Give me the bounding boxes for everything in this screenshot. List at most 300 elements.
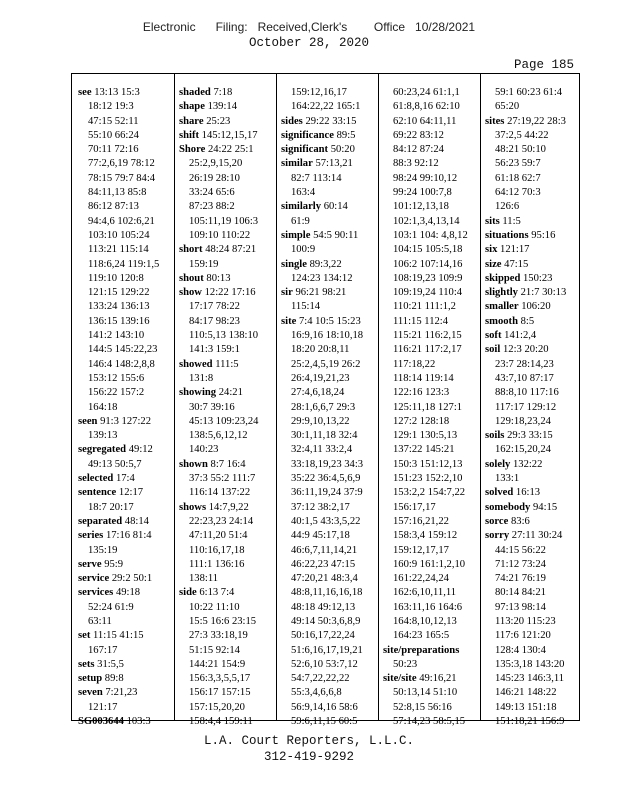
index-entry-continuation: [281, 272, 377, 286]
page-line-refs: 118:14 119:14: [393, 372, 454, 384]
index-word: solved: [485, 487, 514, 499]
page-line-refs: 110:5,13 138:10: [189, 330, 259, 342]
column-divider: [174, 74, 175, 720]
index-entry-continuation: [281, 672, 377, 686]
index-entry-continuation: [383, 129, 480, 143]
index-word: soil: [485, 344, 501, 356]
index-entry-continuation: [281, 401, 377, 415]
index-entry: [78, 686, 174, 700]
index-entry-continuation: [281, 515, 377, 529]
index-entry-continuation: [485, 372, 579, 386]
page-line-refs: 137:22 145:21: [393, 444, 455, 456]
index-entry: [179, 286, 275, 300]
page-line-refs: 153:12 155:6: [88, 372, 145, 384]
index-word: shape: [179, 101, 205, 113]
page-line-refs: 48:21 50:10: [495, 144, 546, 156]
page-line-refs: 103:10 105:24: [88, 229, 150, 241]
index-entry-continuation: [179, 515, 275, 529]
page-line-refs: 129:1 130:5,13: [393, 430, 458, 442]
index-entry-continuation: [383, 572, 480, 586]
page-line-refs: 156:17,17: [393, 501, 436, 513]
page-line-refs: 164:23 165:5: [393, 630, 450, 642]
page-line-refs: 37:2,5 44:22: [495, 129, 549, 141]
page-line-refs: 50:20: [330, 144, 355, 156]
index-entry-continuation: [383, 258, 480, 272]
page-line-refs: 46:22,23 47:15: [291, 558, 356, 570]
page-line-refs: 30:1,11,18 32:4: [291, 430, 358, 442]
index-entry-continuation: [281, 343, 377, 357]
index-entry-continuation: [78, 429, 174, 443]
index-entry-continuation: [281, 458, 377, 472]
page-line-refs: 139:13: [88, 430, 118, 442]
page-line-refs: 49:16,21: [419, 673, 457, 685]
page-line-refs: 95:16: [531, 229, 556, 241]
index-entry: [179, 386, 275, 400]
index-column-1: [78, 86, 174, 728]
index-entry-continuation: [78, 243, 174, 257]
page-line-refs: 127:2 128:18: [393, 415, 450, 427]
index-entry-continuation: [383, 172, 480, 186]
index-entry-continuation: [179, 686, 275, 700]
page-line-refs: 51:15 92:14: [189, 644, 240, 656]
index-entry-continuation: [485, 157, 579, 171]
page-line-refs: 26:19 28:10: [189, 172, 240, 184]
index-entry-continuation: [383, 358, 480, 372]
index-entry-continuation: [78, 358, 174, 372]
page-line-refs: 158:4,4 159:11: [189, 716, 253, 728]
index-entry-continuation: [179, 186, 275, 200]
filing-stamp: Electronic Filing: Received,Clerk's Office 10/28/2021: [142, 20, 476, 34]
page-line-refs: 124:23 134:12: [291, 272, 353, 284]
page-line-refs: 84:17 98:23: [189, 315, 240, 327]
index-entry-continuation: [383, 515, 480, 529]
page-line-refs: 52:6,10 53:7,12: [291, 658, 358, 670]
index-entry-continuation: [281, 529, 377, 543]
page-line-refs: 48:14: [124, 515, 149, 527]
page-line-refs: 47:20,21 48:3,4: [291, 573, 358, 585]
page-line-refs: 126:6: [495, 201, 520, 213]
index-column-5: [485, 86, 579, 728]
index-word: soft: [485, 330, 502, 342]
page-line-refs: 103:1 104: 4,8,12: [393, 229, 468, 241]
index-entry-continuation: [383, 686, 480, 700]
page-line-refs: 88:3 92:12: [393, 158, 439, 170]
index-entry-continuation: [78, 329, 174, 343]
page-line-refs: 133:24 136:13: [88, 301, 150, 313]
index-word: shows: [179, 501, 207, 513]
page-line-refs: 95:9: [104, 558, 124, 570]
page-line-refs: 151:23 152:2,10: [393, 473, 463, 485]
index-entry-continuation: [485, 672, 579, 686]
index-column-3: [281, 86, 377, 728]
index-entry-continuation: [78, 315, 174, 329]
page-line-refs: 122:16 123:3: [393, 387, 450, 399]
page-line-refs: 18:7 20:17: [88, 501, 134, 513]
page-line-refs: 91:3 127:22: [100, 415, 151, 427]
page-line-refs: 15:5 16:6 23:15: [189, 615, 257, 627]
page-line-refs: 57:14,23 58:5,15: [393, 716, 466, 728]
index-entry-continuation: [179, 629, 275, 643]
page-line-refs: 117:6 121:20: [495, 630, 551, 642]
index-entry-continuation: [281, 443, 377, 457]
index-entry-continuation: [383, 143, 480, 157]
index-entry-continuation: [383, 386, 480, 400]
page-line-refs: 125:11,18 127:1: [393, 401, 463, 413]
index-entry-continuation: [78, 272, 174, 286]
index-entry-continuation: [281, 586, 377, 600]
index-entry-continuation: [78, 286, 174, 300]
page-line-refs: 135:19: [88, 544, 118, 556]
index-word: site/preparations: [383, 644, 460, 656]
index-entry: [78, 629, 174, 643]
page-line-refs: 139:14: [207, 101, 237, 113]
index-entry: [281, 258, 377, 272]
page-line-refs: 49:13 50:5,7: [88, 458, 142, 470]
page-line-refs: 60:23,24 61:1,1: [393, 87, 460, 98]
page-line-refs: 141:3 159:1: [189, 344, 240, 356]
index-word: set: [78, 630, 91, 642]
index-entry-continuation: [78, 143, 174, 157]
page-line-refs: 146:21 148:22: [495, 687, 557, 699]
page-line-refs: 98:24 99:10,12: [393, 172, 458, 184]
page-line-refs: 37:12 38:2,17: [291, 501, 350, 513]
index-word: similarly: [281, 201, 322, 213]
index-entry-continuation: [281, 329, 377, 343]
index-entry: [78, 415, 174, 429]
page-line-refs: 8:5: [520, 315, 535, 327]
index-entry-continuation: [179, 258, 275, 272]
index-entry-continuation: [281, 715, 377, 729]
page-line-refs: 78:15 79:7 84:4: [88, 172, 156, 184]
page-line-refs: 8:7 16:4: [210, 458, 246, 470]
page-line-refs: 121:17: [88, 701, 118, 713]
page-line-refs: 52:24 61:9: [88, 601, 134, 613]
page-line-refs: 6:13 7:4: [199, 587, 235, 599]
page-line-refs: 44:15 56:22: [495, 544, 546, 556]
index-entry: [281, 129, 377, 143]
page-line-refs: 84:12 87:24: [393, 144, 444, 156]
index-word: significance: [281, 129, 334, 141]
page-line-refs: 14:7,9,22: [208, 501, 249, 513]
index-entry-continuation: [78, 300, 174, 314]
index-entry: [78, 572, 174, 586]
page-line-refs: 64:12 70:3: [495, 187, 541, 199]
index-entry-continuation: [281, 558, 377, 572]
index-entry-continuation: [485, 86, 579, 100]
index-entry-continuation: [485, 129, 579, 143]
page-line-refs: 40:1,5 43:3,5,22: [291, 515, 361, 527]
page-line-refs: 28:1,6,6,7 29:3: [291, 401, 356, 413]
page-line-refs: 54:7,22,22,22: [291, 673, 350, 685]
page-line-refs: 61:9: [291, 215, 310, 227]
index-entry: [281, 143, 377, 157]
index-word: seen: [78, 415, 98, 427]
page-line-refs: 56:23 59:7: [495, 158, 541, 170]
index-entry-continuation: [179, 486, 275, 500]
page-line-refs: 57:13,21: [315, 158, 353, 170]
page-line-refs: 47:15: [504, 258, 529, 270]
page-line-refs: 150:3 151:12,13: [393, 458, 463, 470]
index-entry-continuation: [179, 644, 275, 658]
index-entry-continuation: [281, 429, 377, 443]
index-word: sites: [485, 115, 505, 127]
index-entry-continuation: [485, 443, 579, 457]
page-line-refs: 159:12,17,17: [393, 544, 449, 556]
page-line-refs: 162:6,10,11,11: [393, 587, 457, 599]
page-line-refs: 163:4: [291, 187, 316, 199]
index-entry-continuation: [78, 200, 174, 214]
index-entry-continuation: [179, 343, 275, 357]
index-word: separated: [78, 515, 123, 527]
page-line-refs: 103:3: [126, 716, 151, 728]
index-entry: [485, 229, 579, 243]
index-entry-continuation: [179, 558, 275, 572]
index-entry-continuation: [78, 229, 174, 243]
index-entry-continuation: [383, 615, 480, 629]
page-line-refs: 117:18,22: [393, 358, 436, 370]
page-line-refs: 156:3,3,5,5,17: [189, 673, 251, 685]
index-word: show: [179, 287, 202, 299]
page-line-refs: 29:9,10,13,22: [291, 415, 350, 427]
index-entry-continuation: [179, 372, 275, 386]
page-line-refs: 63:11: [88, 615, 112, 627]
index-word: skipped: [485, 272, 521, 284]
index-entry: [179, 86, 275, 100]
index-entry: [78, 558, 174, 572]
page-line-refs: 31:5,5: [97, 658, 124, 670]
index-entry-continuation: [281, 686, 377, 700]
page-line-refs: 82:7 113:14: [291, 172, 342, 184]
index-entry: [485, 272, 579, 286]
page-line-refs: 110:16,17,18: [189, 544, 245, 556]
column-divider: [378, 74, 379, 720]
index-entry-continuation: [281, 629, 377, 643]
index-word: seven: [78, 687, 103, 699]
index-entry: [179, 115, 275, 129]
index-entry-continuation: [179, 157, 275, 171]
page-line-refs: 100:9: [291, 244, 316, 256]
page-line-refs: 17:16 81:4: [105, 530, 152, 542]
page-line-refs: 55:3,4,6,6,8: [291, 687, 342, 699]
page-line-refs: 27:19,22 28:3: [507, 115, 566, 127]
index-entry-continuation: [179, 329, 275, 343]
page-number: Page 185: [513, 58, 574, 72]
page-line-refs: 115:14: [291, 301, 321, 313]
index-entry-continuation: [78, 157, 174, 171]
index-entry: [485, 300, 579, 314]
index-entry-continuation: [281, 701, 377, 715]
index-entry-continuation: [383, 458, 480, 472]
index-entry-continuation: [383, 100, 480, 114]
page-line-refs: 94:4,6 102:6,21: [88, 215, 155, 227]
index-entry: [78, 472, 174, 486]
index-word: see: [78, 87, 92, 98]
page-line-refs: 132:22: [512, 458, 543, 470]
page-line-refs: 109:19,24 110:4: [393, 287, 463, 299]
index-word: single: [281, 258, 307, 270]
page-line-refs: 109:10 110:22: [189, 229, 251, 241]
page-line-refs: 45:13 109:23,24: [189, 415, 259, 427]
index-word: six: [485, 244, 498, 256]
page-line-refs: 89:3,22: [309, 258, 342, 270]
page-line-refs: 33:18,19,23 34:3: [291, 458, 364, 470]
index-entry-continuation: [281, 215, 377, 229]
index-entry-continuation: [78, 115, 174, 129]
index-entry-continuation: [383, 215, 480, 229]
index-word: significant: [281, 144, 329, 156]
index-entry-continuation: [78, 186, 174, 200]
index-word: sir: [281, 287, 293, 299]
index-entry-continuation: [78, 100, 174, 114]
page-line-refs: 10:22 11:10: [189, 601, 240, 613]
page-line-refs: 164:22,22 165:1: [291, 101, 361, 113]
index-word: sorce: [485, 515, 509, 527]
page-line-refs: 119:10 120:8: [88, 272, 144, 284]
index-word: setup: [78, 673, 103, 685]
index-entry-continuation: [179, 315, 275, 329]
index-word: site/site: [383, 673, 417, 685]
page-line-refs: 121:17: [500, 244, 530, 256]
page-line-refs: 17:17 78:22: [189, 301, 240, 313]
index-entry-continuation: [281, 358, 377, 372]
index-entry-continuation: [281, 486, 377, 500]
page-line-refs: 160:9 161:1,2,10: [393, 558, 466, 570]
index-entry: [485, 243, 579, 257]
page-line-refs: 106:20: [521, 301, 551, 313]
page-line-refs: 121:15 129:22: [88, 287, 150, 299]
page-line-refs: 43:7,10 87:17: [495, 372, 554, 384]
page-line-refs: 51:6,16,17,19,21: [291, 644, 363, 656]
index-word: sets: [78, 658, 95, 670]
index-entry-continuation: [383, 601, 480, 615]
page-line-refs: 97:13 98:14: [495, 601, 546, 613]
page-line-refs: 106:2 107:14,16: [393, 258, 463, 270]
index-entry-continuation: [383, 315, 480, 329]
page-line-refs: 33:24 65:6: [189, 187, 235, 199]
index-entry-continuation: [78, 458, 174, 472]
index-entry: [485, 458, 579, 472]
index-entry-continuation: [179, 672, 275, 686]
index-entry-continuation: [281, 243, 377, 257]
index-word: size: [485, 258, 502, 270]
index-entry-continuation: [78, 215, 174, 229]
page-line-refs: 87:23 88:2: [189, 201, 235, 213]
index-entry: [485, 329, 579, 343]
index-entry-continuation: [485, 558, 579, 572]
index-word: sorry: [485, 530, 510, 542]
index-entry-continuation: [281, 86, 377, 100]
page-line-refs: 94:15: [532, 501, 558, 513]
page-line-refs: 21:7 30:13: [520, 287, 567, 299]
index-entry-continuation: [383, 157, 480, 171]
index-entry: [78, 672, 174, 686]
index-word: sides: [281, 115, 303, 127]
index-word: selected: [78, 473, 114, 485]
index-entry-continuation: [383, 629, 480, 643]
index-entry-continuation: [78, 172, 174, 186]
page-line-refs: 54:5 90:11: [313, 229, 359, 241]
index-entry-continuation: [179, 215, 275, 229]
index-entry-continuation: [485, 572, 579, 586]
page-line-refs: 49:12: [128, 444, 153, 456]
index-entry: [281, 115, 377, 129]
index-entry-continuation: [485, 401, 579, 415]
index-entry: [485, 343, 579, 357]
page-line-refs: 145:23 146:3,11: [495, 673, 565, 685]
page-line-refs: 18:12 19:3: [88, 101, 134, 113]
page-line-refs: 129:18,23,24: [495, 415, 551, 427]
page-line-refs: 149:13 151:18: [495, 701, 557, 713]
index-entry: [281, 229, 377, 243]
page-line-refs: 88:8,10 117:16: [495, 387, 559, 399]
page-line-refs: 7:21,23: [105, 687, 138, 699]
index-entry: [179, 243, 275, 257]
index-entry-continuation: [281, 601, 377, 615]
page-line-refs: 86:12 87:13: [88, 201, 139, 213]
index-entry-continuation: [485, 686, 579, 700]
index-word: smooth: [485, 315, 518, 327]
index-entry-continuation: [485, 601, 579, 615]
page-line-refs: 164:8,10,12,13: [393, 615, 457, 627]
index-entry: [383, 644, 480, 658]
index-word: serve: [78, 558, 102, 570]
index-entry-continuation: [281, 172, 377, 186]
index-entry-continuation: [383, 115, 480, 129]
index-entry-continuation: [485, 143, 579, 157]
index-entry-continuation: [383, 429, 480, 443]
index-entry-continuation: [383, 229, 480, 243]
page-line-refs: 140:23: [189, 444, 219, 456]
index-entry: [78, 486, 174, 500]
index-entry: [78, 715, 174, 729]
page-line-refs: 80:13: [206, 272, 231, 284]
index-word: services: [78, 587, 114, 599]
page-line-refs: 7:4 10:5 15:23: [298, 315, 361, 327]
index-entry: [78, 443, 174, 457]
page-line-refs: 104:15 105:5,18: [393, 244, 463, 256]
page-line-refs: 157:15,20,20: [189, 701, 245, 713]
page-line-refs: 77:2,6,19 78:12: [88, 158, 155, 170]
reporter-company: L.A. Court Reporters, L.L.C.: [203, 734, 415, 748]
index-word: somebody: [485, 501, 531, 513]
page-line-refs: 159:12,16,17: [291, 87, 347, 98]
index-entry-continuation: [179, 615, 275, 629]
page-line-refs: 158:3,4 159:12: [393, 530, 458, 542]
index-entry: [281, 200, 377, 214]
page-line-refs: 96:21 98:21: [295, 287, 347, 299]
page-line-refs: 167:17: [88, 644, 118, 656]
index-entry-continuation: [179, 300, 275, 314]
index-entry-continuation: [485, 629, 579, 643]
index-word: sits: [485, 215, 500, 227]
page-line-refs: 29:2 50:1: [111, 573, 153, 585]
index-entry-continuation: [179, 229, 275, 243]
index-entry: [179, 586, 275, 600]
index-entry-continuation: [485, 415, 579, 429]
page-line-refs: 115:21 116:2,15: [393, 330, 462, 342]
index-entry-continuation: [281, 372, 377, 386]
page-line-refs: 59:6,11,15 60:5: [291, 716, 358, 728]
page-line-refs: 50:13,14 51:10: [393, 687, 458, 699]
page-line-refs: 80:14 84:21: [495, 587, 546, 599]
index-entry: [179, 100, 275, 114]
index-entry: [383, 672, 480, 686]
index-entry-continuation: [383, 558, 480, 572]
index-entry: [179, 458, 275, 472]
page-line-refs: 162:15,20,24: [495, 444, 551, 456]
index-entry-continuation: [485, 701, 579, 715]
page-line-refs: 131:8: [189, 372, 214, 384]
